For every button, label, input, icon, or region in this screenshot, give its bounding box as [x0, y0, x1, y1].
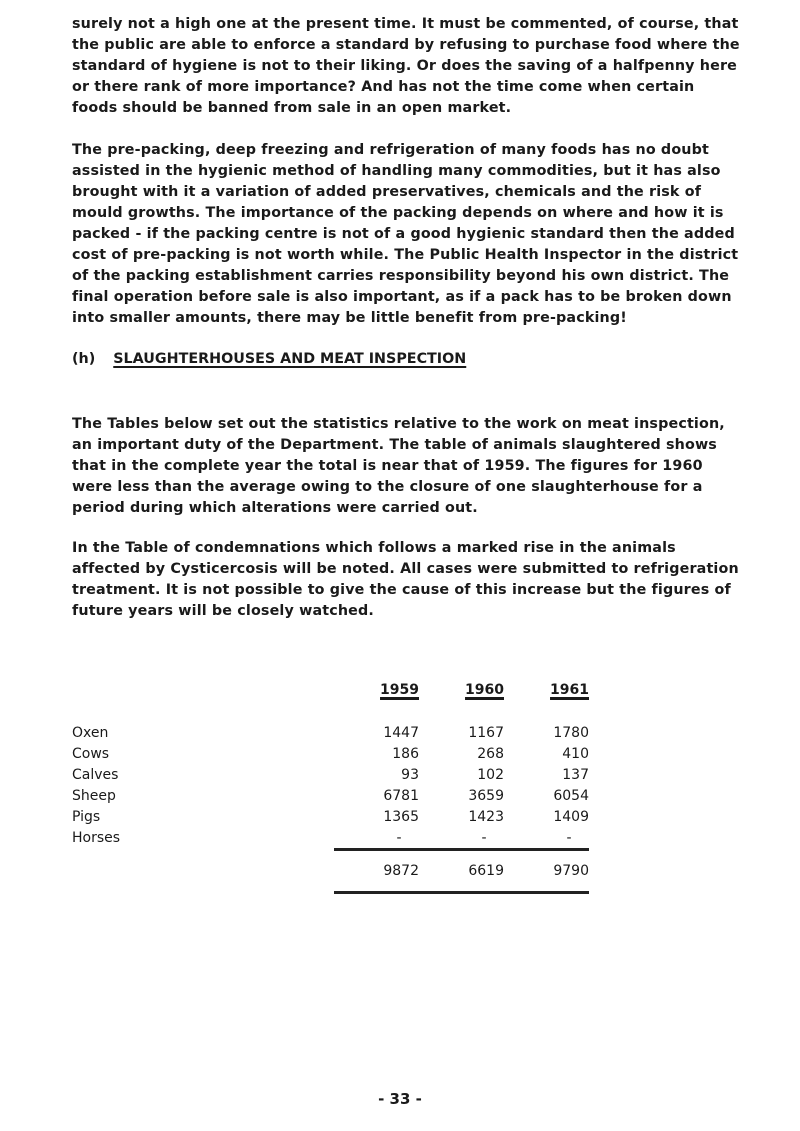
section-title: SLAUGHTERHOUSES AND MEAT INSPECTION — [113, 351, 467, 367]
table-row — [72, 806, 589, 827]
table-cell: 1365 — [383, 808, 419, 825]
year-header: 1961 — [550, 682, 589, 698]
table-cell: 6781 — [383, 787, 419, 804]
table-cell-value: - — [396, 829, 402, 846]
section-label: (h) — [72, 351, 96, 367]
table-cell: 3659 — [468, 787, 504, 804]
total-cell: 9872 — [334, 850, 419, 893]
animal-label: Cows — [72, 745, 110, 762]
table-cell: 1409 — [553, 808, 589, 825]
table-corner — [72, 682, 334, 722]
table-cell: 1167 — [468, 724, 504, 741]
page-number: - 33 - — [378, 1090, 422, 1108]
total-cell: 9790 — [504, 850, 589, 893]
table-cell: 6054 — [553, 787, 589, 804]
table-cell: 1780 — [553, 724, 589, 741]
table-cell: 268 — [477, 745, 504, 762]
table-row — [72, 722, 589, 743]
table-total-row — [72, 850, 589, 893]
total-label-cell — [72, 850, 334, 893]
table-cell: 102 — [477, 766, 504, 783]
animal-label: Sheep — [72, 787, 116, 804]
animal-label: Calves — [72, 766, 119, 783]
table-cell: 1447 — [383, 724, 419, 741]
animal-label: Horses — [72, 830, 121, 847]
table-cell: 137 — [562, 766, 589, 783]
table-row — [72, 743, 589, 764]
table-cell: 93 — [401, 766, 419, 783]
table-cell: 410 — [562, 745, 589, 762]
table-cell — [504, 827, 589, 850]
table-row — [72, 764, 589, 785]
table-header-row — [72, 682, 589, 722]
total-cell: 6619 — [419, 850, 504, 893]
table-cell-value: - — [481, 829, 487, 846]
paragraph-food-standards: surely not a high one at the present time. It must be commented, of course, that the public are able to enforce a standard by refusing to purchase food where the standard of hygiene is not to their liking. Or does the saving of a halfpenny here or there rank of more importance? And has not the time come when certain foods should be banned from sale in an open market. — [72, 16, 740, 116]
table-cell: 1423 — [468, 808, 504, 825]
paragraph-condemnations: In the Table of condemnations which follows a marked rise in the animals affected by Cysticercosis will be noted. All cases were submitted to refrigeration treatment. It is not possible to give the cause of this increase but the figures of future years will be closely watched. — [72, 540, 739, 619]
table-cell-value: - — [566, 829, 572, 846]
year-header: 1960 — [465, 682, 504, 698]
paragraph-pre-packing: The pre-packing, deep freezing and refrigeration of many foods has no doubt assisted in the hygienic method of handling many commodities, but it has also brought with it a variation of added preservatives, chemicals and the risk of mould growths. The importance of the packing depends on where and how it is packed - if the packing centre is not of a good hygienic standard then the added cost of pre-packing is not worth while. The Public Health Inspector in the district of the packing establishment carries responsibility beyond his own district. The final operation before sale is also important, as if a pack has to be broken down into smaller amounts, there may be little benefit from pre-packing! — [72, 142, 739, 326]
table-cell — [419, 827, 504, 850]
slaughter-table — [72, 682, 589, 894]
animal-label: Oxen — [72, 724, 109, 741]
section-heading — [72, 349, 466, 370]
year-header: 1959 — [380, 682, 419, 698]
table-row — [72, 785, 589, 806]
paragraph-meat-statistics: The Tables below set out the statistics relative to the work on meat inspection, an important duty of the Department. The table of animals slaughtered shows that in the complete year the total is near that of 1959. The figures for 1960 were less than the average owing to the closure of one slaughterhouse for a period during which alterations were carried out. — [72, 416, 725, 516]
table-cell — [334, 827, 419, 850]
table-row — [72, 827, 589, 850]
table-cell: 186 — [392, 745, 419, 762]
animal-label: Pigs — [72, 808, 101, 825]
